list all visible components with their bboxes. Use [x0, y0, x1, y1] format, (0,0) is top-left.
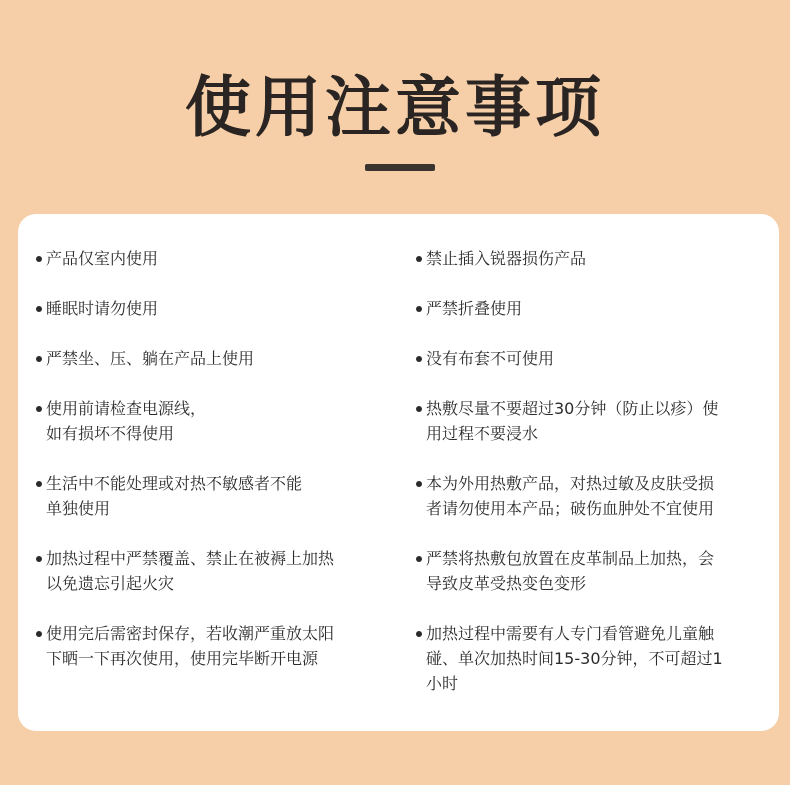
list-item	[36, 346, 376, 371]
list-item	[36, 621, 376, 671]
page-title: 使用注意事项	[185, 69, 605, 146]
item-text: 使用完后需密封保存，若收潮严重放太阳 下晒一下再次使用，使用完毕断开电源	[46, 624, 335, 668]
bullet-icon	[36, 306, 42, 312]
item-text: 产品仅室内使用	[46, 249, 159, 268]
list-item	[36, 471, 376, 521]
title-underline	[365, 164, 435, 171]
item-text: 使用前请检查电源线， 如有损坏不得使用	[46, 399, 207, 443]
item-text: 加热过程中需要有人专门看管避免儿童触 碰、单次加热时间15-30分钟，不可超过1 小时	[426, 624, 723, 693]
item-text: 禁止插入锐器损伤产品	[426, 249, 587, 268]
bullet-icon	[416, 631, 422, 637]
list-item	[36, 546, 376, 596]
list-item	[416, 396, 761, 446]
bullet-icon	[36, 556, 42, 562]
bullet-icon	[416, 556, 422, 562]
list-item	[416, 546, 761, 596]
item-text: 热敷尽量不要超过30分钟（防止以疹）使 用过程不要浸水	[426, 399, 719, 443]
bullet-icon	[36, 256, 42, 262]
bullet-icon	[416, 306, 422, 312]
item-text: 严禁将热敷包放置在皮革制品上加热，会 导致皮革受热变色变形	[426, 549, 715, 593]
list-item	[416, 621, 761, 696]
item-text: 加热过程中严禁覆盖、禁止在被褥上加热 以免遗忘引起火灾	[46, 549, 335, 593]
bullet-icon	[416, 256, 422, 262]
bullet-icon	[36, 481, 42, 487]
bullet-icon	[416, 406, 422, 412]
item-text: 严禁折叠使用	[426, 299, 523, 318]
bullet-icon	[36, 631, 42, 637]
bullet-icon	[416, 481, 422, 487]
notice-card	[18, 214, 779, 731]
list-item	[36, 396, 376, 446]
list-item	[416, 471, 761, 521]
item-text: 没有布套不可使用	[426, 349, 555, 368]
list-item	[36, 296, 376, 321]
item-text: 生活中不能处理或对热不敏感者不能 单独使用	[46, 474, 303, 518]
bullet-icon	[416, 356, 422, 362]
item-text: 本为外用热敷产品，对热过敏及皮肤受损 者请勿使用本产品；破伤血肿处不宜使用	[426, 474, 715, 518]
bullet-icon	[36, 406, 42, 412]
item-text: 睡眠时请勿使用	[46, 299, 159, 318]
list-item	[36, 246, 376, 271]
bullet-icon	[36, 356, 42, 362]
list-item	[416, 246, 761, 271]
list-item	[416, 296, 761, 321]
item-text: 严禁坐、压、躺在产品上使用	[46, 349, 255, 368]
list-item	[416, 346, 761, 371]
